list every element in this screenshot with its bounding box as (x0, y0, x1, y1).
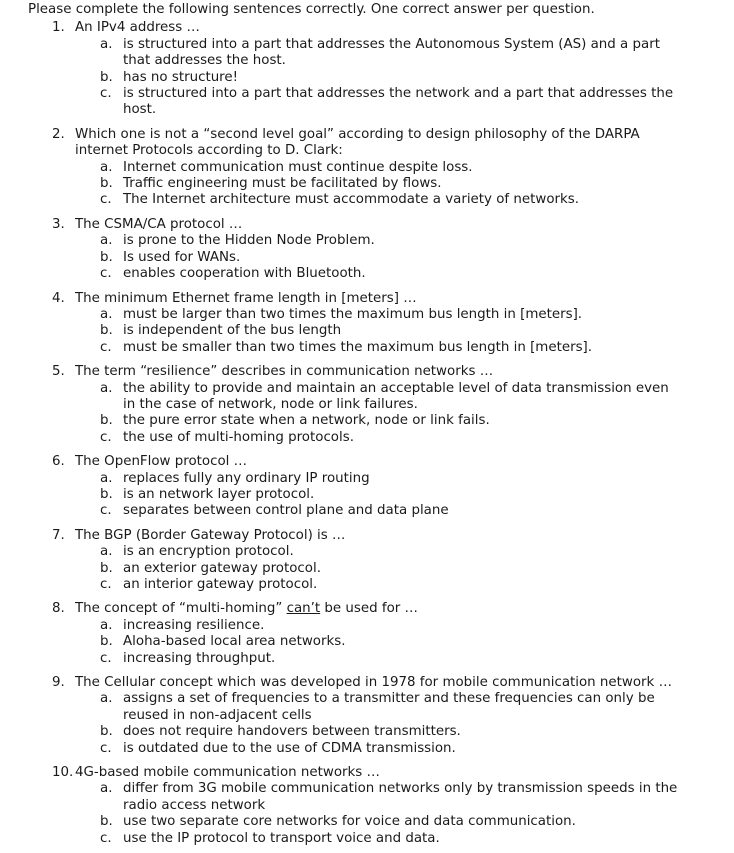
option-text: an exterior gateway protocol. (123, 560, 321, 576)
answer-options (100, 381, 734, 447)
question-text: An IPv4 address … (75, 20, 200, 36)
question-number: 4. (52, 290, 65, 306)
answer-option (100, 561, 734, 577)
question-text: 4G-based mobile communication networks … (75, 765, 380, 781)
option-text: is prone to the Hidden Node Problem. (123, 233, 375, 249)
answer-option (100, 577, 734, 593)
answer-option (100, 192, 734, 208)
question-number: 7. (52, 527, 65, 543)
answer-options (100, 307, 734, 356)
question-number: 3. (52, 216, 65, 232)
option-text: enables cooperation with Bluetooth. (123, 266, 366, 282)
question-number: 1. (52, 20, 65, 36)
option-text: is structured into a part that addresses the network and a part that addresses the host. (123, 86, 674, 118)
option-label: a. (100, 306, 113, 322)
option-text: is an network layer protocol. (123, 486, 315, 502)
question-text-part: The concept of “multi-homing” (75, 601, 287, 617)
answer-option (100, 634, 734, 650)
option-text: Traffic engineering must be facilitated by flows. (123, 176, 442, 192)
answer-option (100, 266, 734, 282)
option-label: a. (100, 159, 113, 175)
answer-option (100, 503, 734, 519)
question-text: The Cellular concept which was developed in 1978 for mobile communication network … (75, 675, 672, 691)
question-5 (28, 364, 734, 446)
answer-options (100, 544, 734, 593)
option-label: c. (100, 577, 112, 592)
option-text: the use of multi-homing protocols. (123, 429, 354, 445)
answer-option (100, 618, 734, 634)
option-label: b. (100, 634, 113, 650)
answer-options (100, 37, 734, 119)
question-8 (28, 601, 734, 667)
answer-option (100, 691, 734, 724)
answer-options (100, 233, 734, 282)
question-text: The minimum Ethernet frame length in [meters] … (75, 290, 417, 306)
question-4 (28, 291, 734, 357)
answer-option (100, 471, 734, 487)
answer-options (100, 781, 734, 847)
option-text: the pure error state when a network, node or link fails. (123, 413, 490, 429)
question-7 (28, 528, 734, 594)
answer-option (100, 176, 734, 192)
instructions: Please complete the following sentences correctly. One correct answer per question. (28, 2, 595, 17)
option-text: separates between control plane and data plane (123, 503, 449, 519)
question-number: 10. (52, 765, 74, 781)
answer-option (100, 323, 734, 339)
answer-option (100, 651, 734, 667)
option-text: Internet communication must continue despite loss. (123, 159, 473, 175)
question-text: The term “resilience” describes in communication networks … (75, 364, 494, 380)
answer-options (100, 618, 734, 667)
answer-option (100, 487, 734, 503)
answer-option (100, 544, 734, 560)
question-10 (28, 765, 734, 847)
option-label: a. (100, 691, 113, 707)
option-label: b. (100, 560, 113, 576)
option-label: b. (100, 486, 113, 502)
answer-options (100, 471, 734, 520)
answer-option (100, 37, 734, 70)
question-number: 6. (52, 454, 65, 470)
option-text: has no structure! (123, 69, 238, 85)
option-label: c. (100, 192, 112, 208)
option-label: b. (100, 176, 113, 192)
question-text: The CSMA/CA protocol … (75, 216, 243, 232)
question-number: 8. (52, 601, 65, 617)
option-text: is structured into a part that addresses the Autonomous System (AS) and a part that addresses the host. (123, 36, 660, 69)
answer-option (100, 307, 734, 323)
question-9 (28, 675, 734, 757)
answer-option (100, 814, 734, 830)
answer-option (100, 430, 734, 446)
option-label: a. (100, 781, 113, 797)
question-number: 2. (52, 126, 65, 142)
option-text: increasing resilience. (123, 617, 265, 633)
question-1 (28, 20, 734, 118)
underlined-word: can’t (286, 601, 321, 617)
question-text: The OpenFlow protocol … (75, 454, 248, 470)
answer-options (100, 160, 734, 209)
option-text: the ability to provide and maintain an acceptable level of data transmission even in the case of network, node or link failures. (123, 380, 669, 412)
option-label: a. (100, 233, 113, 249)
question-2 (28, 127, 734, 209)
option-text: assigns a set of frequencies to a transmitter and these frequencies can only be reused in non-adjacent cells (123, 691, 655, 723)
question-6 (28, 454, 734, 520)
answer-option (100, 781, 734, 814)
option-text: Aloha-based local area networks. (123, 634, 346, 650)
question-number: 9. (52, 675, 65, 691)
answer-option (100, 413, 734, 429)
option-text: use the IP protocol to transport voice and data. (123, 830, 440, 846)
option-label: a. (100, 617, 113, 633)
option-text: is an encryption protocol. (123, 544, 294, 560)
option-text: Is used for WANs. (123, 249, 241, 265)
option-label: b. (100, 814, 113, 830)
option-text: is independent of the bus length (123, 323, 342, 339)
option-label: c. (100, 266, 112, 282)
answer-option (100, 250, 734, 266)
question-text (75, 601, 734, 617)
answer-option (100, 831, 734, 847)
answer-options (100, 691, 734, 757)
option-label: c. (100, 830, 112, 846)
answer-option (100, 160, 734, 176)
question-text-part: be used for … (320, 601, 418, 617)
option-label: c. (100, 503, 112, 519)
answer-option (100, 381, 734, 414)
option-text: is outdated due to the use of CDMA transmission. (123, 740, 456, 756)
answer-option (100, 233, 734, 249)
question-text: The BGP (Border Gateway Protocol) is … (75, 527, 346, 543)
option-text: an interior gateway protocol. (123, 577, 318, 592)
option-label: a. (100, 544, 113, 560)
answer-option (100, 340, 734, 356)
option-label: c. (100, 86, 112, 102)
option-label: b. (100, 724, 113, 740)
option-label: a. (100, 470, 113, 486)
option-label: c. (100, 339, 112, 355)
option-text: use two separate core networks for voice and data communication. (123, 814, 576, 830)
answer-option (100, 741, 734, 757)
option-text: increasing throughput. (123, 650, 276, 666)
option-text: replaces fully any ordinary IP routing (123, 470, 370, 486)
option-label: a. (100, 380, 113, 396)
question-3 (28, 217, 734, 283)
option-text: does not require handovers between transmitters. (123, 724, 461, 740)
option-text: must be larger than two times the maximum bus length in [meters]. (123, 306, 583, 322)
option-label: b. (100, 323, 113, 339)
option-text: differ from 3G mobile communication networks only by transmission speeds in the radio access network (123, 781, 678, 813)
option-label: c. (100, 740, 112, 756)
option-label: b. (100, 413, 113, 429)
option-text: must be smaller than two times the maximum bus length in [meters]. (123, 339, 593, 355)
option-label: a. (100, 36, 113, 52)
option-text: The Internet architecture must accommodate a variety of networks. (123, 192, 580, 208)
option-label: c. (100, 429, 112, 445)
question-text: Which one is not a “second level goal” according to design philosophy of the DARPA internet Protocols according to D. Clark: (75, 126, 640, 159)
answer-option (100, 70, 734, 86)
answer-option (100, 724, 734, 740)
option-label: b. (100, 69, 113, 85)
option-label: c. (100, 650, 112, 666)
question-number: 5. (52, 364, 65, 380)
option-label: b. (100, 249, 113, 265)
answer-option (100, 86, 734, 119)
